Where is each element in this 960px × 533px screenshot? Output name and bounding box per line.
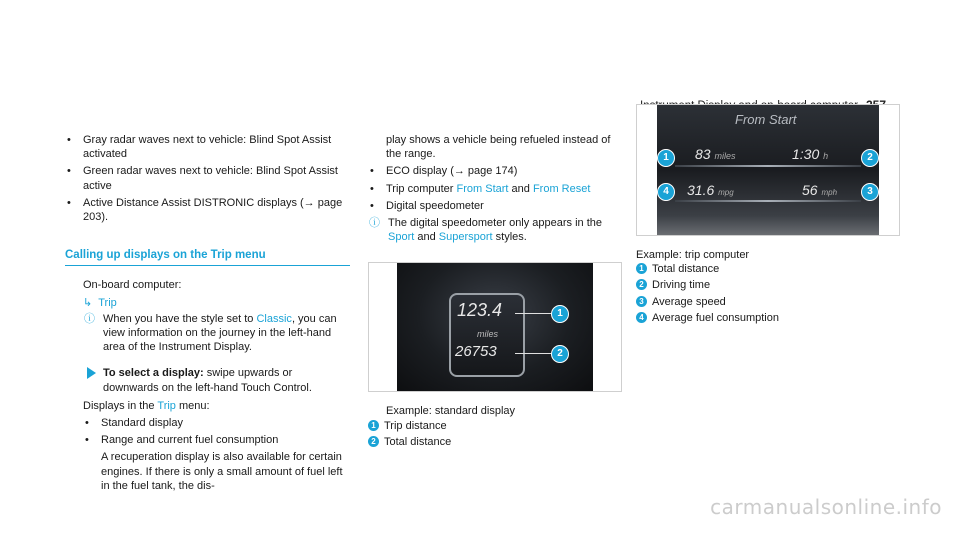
info-note bbox=[65, 312, 350, 355]
legend-number: 1 bbox=[636, 263, 647, 274]
column-left bbox=[65, 133, 350, 496]
value: 83 bbox=[695, 146, 711, 162]
menu-items bbox=[65, 416, 350, 447]
callout-line bbox=[515, 353, 551, 354]
legend-text: Total distance bbox=[652, 263, 720, 276]
legend-item bbox=[636, 278, 898, 292]
row-divider bbox=[675, 200, 861, 202]
legend-item bbox=[636, 311, 898, 325]
time-value bbox=[792, 147, 828, 163]
column-middle bbox=[368, 133, 623, 451]
step-arrow-icon bbox=[87, 367, 96, 379]
legend-text: Average speed bbox=[652, 295, 726, 308]
step-text: swipe upwards or downwards on the left-hand Touch Control. bbox=[103, 367, 312, 394]
list-item: • ECO display (→ page 174) bbox=[368, 164, 623, 178]
displays-intro bbox=[65, 399, 350, 413]
legend-text: Average fuel consumption bbox=[652, 311, 779, 324]
legend-text: Trip distance bbox=[384, 419, 447, 432]
text: and bbox=[508, 182, 533, 195]
speed-value bbox=[802, 183, 837, 200]
supersport-link[interactable]: Supersport bbox=[438, 231, 493, 244]
info-icon: ⓘ bbox=[84, 312, 95, 325]
legend-text: Total distance bbox=[384, 435, 452, 448]
list-item: • Active Distance Assist DISTRONIC displays (→ page 203). bbox=[65, 196, 350, 224]
callout-marker: 3 bbox=[861, 183, 879, 201]
legend-item bbox=[636, 295, 898, 309]
distance-value bbox=[695, 147, 735, 163]
section-title: Calling up displays on the Trip menu bbox=[65, 248, 350, 266]
watermark: carmanualsonline.info bbox=[710, 495, 942, 519]
instruction-step bbox=[65, 366, 350, 394]
trip-distance-value: 123.4 bbox=[457, 300, 503, 321]
legend-number: 3 bbox=[636, 296, 647, 307]
callout-marker: 2 bbox=[551, 345, 569, 363]
unit: miles bbox=[714, 151, 736, 161]
unit: h bbox=[823, 151, 829, 161]
callout-marker: 4 bbox=[657, 183, 675, 201]
trip-computer-figure bbox=[636, 104, 900, 236]
display-title: From Start bbox=[735, 112, 797, 127]
legend-text: Driving time bbox=[652, 279, 711, 292]
note-text: , you can view information on the journey in the left-hand area of the Instrument Display. bbox=[103, 312, 337, 354]
trip-link[interactable]: Trip bbox=[157, 399, 176, 412]
menu-path[interactable] bbox=[65, 296, 350, 310]
legend bbox=[636, 262, 898, 325]
legend bbox=[368, 419, 623, 449]
callout-line bbox=[515, 313, 551, 314]
distance-unit: miles bbox=[477, 329, 499, 340]
continued-text: play shows a vehicle being refueled instead of the range. bbox=[386, 134, 611, 161]
list-item: • Standard display bbox=[83, 416, 350, 430]
row-divider bbox=[675, 165, 861, 167]
arrow-icon: ↳ bbox=[83, 296, 93, 309]
radar-bullets bbox=[65, 133, 350, 224]
from-reset-link[interactable]: From Reset bbox=[532, 182, 591, 195]
classic-link[interactable]: Classic bbox=[256, 312, 292, 325]
callout-marker: 1 bbox=[657, 149, 675, 167]
note-text: When you have the style set to bbox=[103, 312, 257, 325]
text: Trip computer bbox=[386, 182, 457, 195]
from-start-link[interactable]: From Start bbox=[456, 182, 509, 195]
sport-link[interactable]: Sport bbox=[388, 231, 415, 244]
text: styles. bbox=[492, 231, 527, 244]
legend-number: 4 bbox=[636, 312, 647, 323]
legend-number: 2 bbox=[636, 279, 647, 290]
list-item: • Green radar waves next to vehicle: Blind Spot Assist active bbox=[65, 164, 350, 192]
figure-caption: Example: standard display bbox=[386, 405, 516, 418]
recuperation-text: A recuperation display is also available for certain engines. If there is only a small amount of fuel left in the fuel tank, the dis- bbox=[101, 451, 343, 492]
list-item: • Digital speedometer bbox=[368, 199, 623, 213]
display-list bbox=[368, 164, 623, 213]
onboard-label: On-board computer: bbox=[83, 279, 182, 292]
callout-marker: 2 bbox=[861, 149, 879, 167]
menu-path-label: Trip bbox=[98, 296, 117, 309]
unit: mpg bbox=[718, 188, 734, 197]
standard-display-figure bbox=[368, 262, 622, 392]
total-distance-value: 26753 bbox=[455, 343, 497, 361]
column-right bbox=[636, 104, 898, 327]
value: 1:30 bbox=[792, 146, 820, 162]
step-title: To select a display: bbox=[103, 367, 204, 380]
legend-item bbox=[368, 435, 623, 449]
value: 56 bbox=[802, 182, 818, 198]
list-item: • Range and current fuel consumption bbox=[83, 433, 350, 447]
legend-number: 1 bbox=[368, 420, 379, 431]
callout-marker: 1 bbox=[551, 305, 569, 323]
legend-item bbox=[368, 419, 623, 433]
text: menu: bbox=[175, 399, 210, 412]
list-item: • Gray radar waves next to vehicle: Blind Spot Assist activated bbox=[65, 133, 350, 161]
display-screen bbox=[397, 263, 593, 391]
text: The digital speedometer only appears in the bbox=[388, 217, 603, 230]
value: 31.6 bbox=[687, 182, 715, 198]
text: and bbox=[414, 231, 439, 244]
legend-item bbox=[636, 262, 898, 276]
text: Displays in the bbox=[83, 399, 158, 412]
fuel-value bbox=[687, 183, 734, 200]
legend-number: 2 bbox=[368, 436, 379, 447]
info-note bbox=[368, 216, 623, 244]
unit: mph bbox=[821, 188, 838, 197]
figure-caption: Example: trip computer bbox=[636, 249, 750, 261]
list-item bbox=[368, 182, 623, 196]
info-icon: ⓘ bbox=[369, 217, 380, 230]
display-screen bbox=[657, 105, 879, 235]
